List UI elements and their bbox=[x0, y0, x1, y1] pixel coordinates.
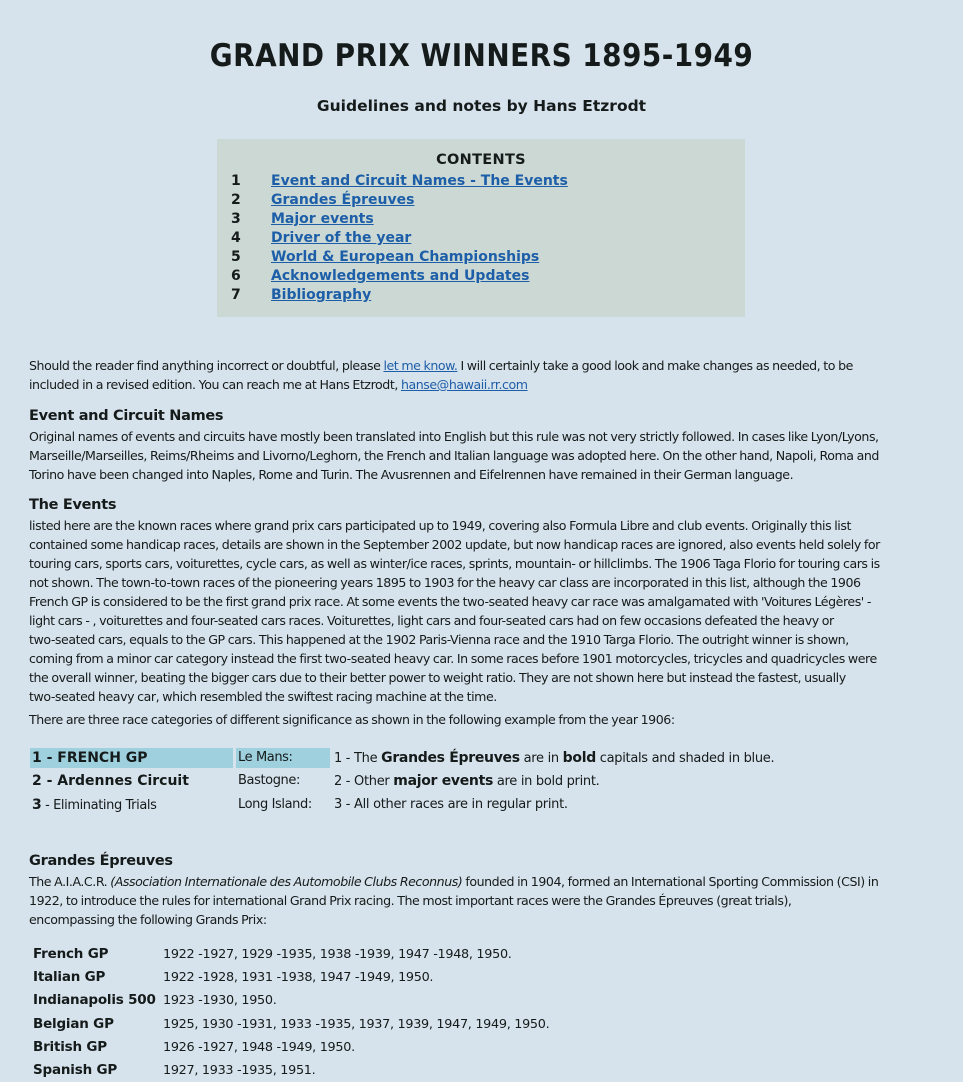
section-heading-the-events: The Events bbox=[29, 497, 117, 513]
text-line: Marseille/Marseilles, Reims/Rheims and Livorno/Leghorn, the French and Italian language was adopted here. On the other hand, Napoli, Roma and bbox=[29, 448, 879, 463]
text-line: touring cars, sports cars, voiturettes, cycle cars, as well as winter/ice races, sprints, mountain- or hillclimbs. The 1906 Taga Florio for touring cars is bbox=[29, 556, 880, 571]
text-line: Original names of events and circuits have mostly been translated into English but this rule was not very strictly followed. In cases like Lyon/Lyons, bbox=[29, 429, 879, 444]
grandes-paragraph bbox=[29, 872, 949, 929]
toc-link-acknowledgements[interactable]: Acknowledgements and Updates bbox=[271, 268, 530, 284]
toc-number: 2 bbox=[231, 192, 241, 208]
toc-link-major-events[interactable]: Major events bbox=[271, 211, 374, 227]
desc-text: are in bold print. bbox=[493, 774, 600, 789]
intro-text: included in a revised edition. You can reach me at Hans Etzrodt, bbox=[29, 377, 401, 392]
text-line: two-seated cars, equals to the GP cars. This happened at the 1902 Paris-Vienna race and the 1910 Targa Florio. The outright winner is shown, bbox=[29, 632, 849, 647]
toc-number: 6 bbox=[231, 268, 241, 284]
category-example-grande-epreuve: 1 - FRENCH GP bbox=[30, 748, 233, 768]
desc-text: 2 - Other bbox=[334, 774, 394, 789]
race-name: French GP bbox=[33, 946, 109, 962]
desc-bold: Grandes Épreuves bbox=[381, 750, 520, 766]
text-line: contained some handicap races, details are shown in the September 2002 update, but now handicap races are ignored, also events held solely for bbox=[29, 537, 880, 552]
contents-heading: CONTENTS bbox=[436, 152, 526, 168]
category-example-major-event: 2 - Ardennes Circuit bbox=[32, 773, 189, 789]
desc-bold: bold bbox=[562, 750, 596, 766]
toc-number: 1 bbox=[231, 173, 241, 189]
toc-number: 5 bbox=[231, 249, 241, 265]
desc-bold: major events bbox=[393, 773, 494, 789]
toc-number: 3 bbox=[231, 211, 241, 227]
toc-link-bibliography[interactable]: Bibliography bbox=[271, 287, 372, 303]
section-heading-grandes-epreuves: Grandes Épreuves bbox=[29, 853, 173, 869]
intro-text: Should the reader find anything incorrect or doubtful, please bbox=[29, 358, 384, 373]
race-name: Italian GP bbox=[33, 969, 106, 985]
categories-intro: There are three race categories of different significance as shown in the following example from the year 1906: bbox=[29, 712, 675, 727]
text-line: 1922, to introduce the rules for international Grand Prix racing. The most important races were the Grandes Épreuves (great trials), bbox=[29, 893, 792, 908]
page-subtitle: Guidelines and notes by Hans Etzrodt bbox=[316, 97, 647, 115]
desc-text: 1 - The bbox=[334, 751, 382, 766]
let-me-know-link[interactable]: let me know. bbox=[383, 358, 458, 373]
race-years: 1922 -1928, 1931 -1938, 1947 -1949, 1950. bbox=[163, 970, 434, 985]
text-line: two-seated heavy car, which resembled the swiftest racing machine at the time. bbox=[29, 689, 497, 704]
text: The A.I.A.C.R. bbox=[29, 874, 111, 889]
text-line: the overall winner, beating the bigger cars due to their better power to weight ratio. They are not shown here but instead the fastest, usually bbox=[29, 670, 846, 685]
race-name: Indianapolis 500 bbox=[33, 992, 156, 1008]
desc-text: are in bbox=[519, 751, 563, 766]
race-name: British GP bbox=[33, 1039, 107, 1055]
category-place: Le Mans: bbox=[236, 748, 330, 768]
text-line: listed here are the known races where grand prix cars participated up to 1949, covering also Formula Libre and club events. Originally this list bbox=[29, 518, 851, 533]
aiacr-full-name: (Association Internationale des Automobile Clubs Reconnus) bbox=[110, 874, 463, 889]
toc-number: 7 bbox=[231, 287, 241, 303]
text: founded in 1904, formed an International Sporting Commission (CSI) in bbox=[462, 874, 879, 889]
race-name: Spanish GP bbox=[33, 1062, 118, 1078]
example-text: - Eliminating Trials bbox=[41, 798, 157, 813]
race-years: 1923 -1930, 1950. bbox=[163, 993, 277, 1008]
toc-link-grandes-epreuves[interactable]: Grandes Épreuves bbox=[271, 192, 415, 208]
text-line: light cars - , voiturettes and four-seated cars races. Voiturettes, light cars and four-seated cars had on few occasions defeated the heavy or bbox=[29, 613, 834, 628]
text-line: encompassing the following Grands Prix: bbox=[29, 912, 267, 927]
category-description bbox=[334, 771, 599, 791]
race-years: 1922 -1927, 1929 -1935, 1938 -1939, 1947 -1948, 1950. bbox=[163, 947, 512, 962]
text-line: coming from a minor car category instead the first two-seated heavy car. In some races before 1901 motorcycles, tricycles and quadricycles were bbox=[29, 651, 877, 666]
text-line: Torino have been changed into Naples, Rome and Turin. The Avusrennen and Eifelrennen have remained in their German language. bbox=[29, 467, 794, 482]
section-heading-event-names: Event and Circuit Names bbox=[29, 408, 224, 424]
category-description: 3 - All other races are in regular print. bbox=[334, 797, 568, 812]
text-line: not shown. The town-to-town races of the pioneering years 1895 to 1903 for the heavy car class are incorporated in this list, although the 1906 bbox=[29, 575, 861, 590]
the-events-paragraph bbox=[29, 516, 949, 706]
event-names-paragraph bbox=[29, 427, 949, 484]
category-place: Bastogne: bbox=[238, 773, 300, 788]
category-description bbox=[334, 748, 774, 768]
race-name: Belgian GP bbox=[33, 1016, 114, 1032]
intro-text: I will certainly take a good look and make changes as needed, to be bbox=[457, 358, 853, 373]
text-line: French GP is considered to be the first grand prix race. At some events the two-seated heavy car race was amalgamated with 'Voitures Légères' - bbox=[29, 594, 871, 609]
email-link[interactable]: hanse@hawaii.rr.com bbox=[400, 377, 528, 392]
toc-link-championships[interactable]: World & European Championships bbox=[271, 249, 540, 265]
race-years: 1925, 1930 -1931, 1933 -1935, 1937, 1939, 1947, 1949, 1950. bbox=[163, 1017, 550, 1032]
category-place: Long Island: bbox=[238, 797, 312, 812]
example-num: 3 bbox=[32, 797, 42, 813]
race-years: 1927, 1933 -1935, 1951. bbox=[163, 1063, 316, 1078]
page-title: GRAND PRIX WINNERS 1895-1949 bbox=[209, 38, 754, 74]
toc-link-event-names[interactable]: Event and Circuit Names - The Events bbox=[271, 173, 568, 189]
toc-number: 4 bbox=[231, 230, 241, 246]
category-example-other bbox=[30, 795, 233, 815]
desc-text: capitals and shaded in blue. bbox=[595, 751, 775, 766]
race-years: 1926 -1927, 1948 -1949, 1950. bbox=[163, 1040, 355, 1055]
contents-box bbox=[217, 139, 745, 317]
intro-paragraph bbox=[29, 356, 949, 394]
toc-link-driver-of-the-year[interactable]: Driver of the year bbox=[271, 230, 412, 246]
